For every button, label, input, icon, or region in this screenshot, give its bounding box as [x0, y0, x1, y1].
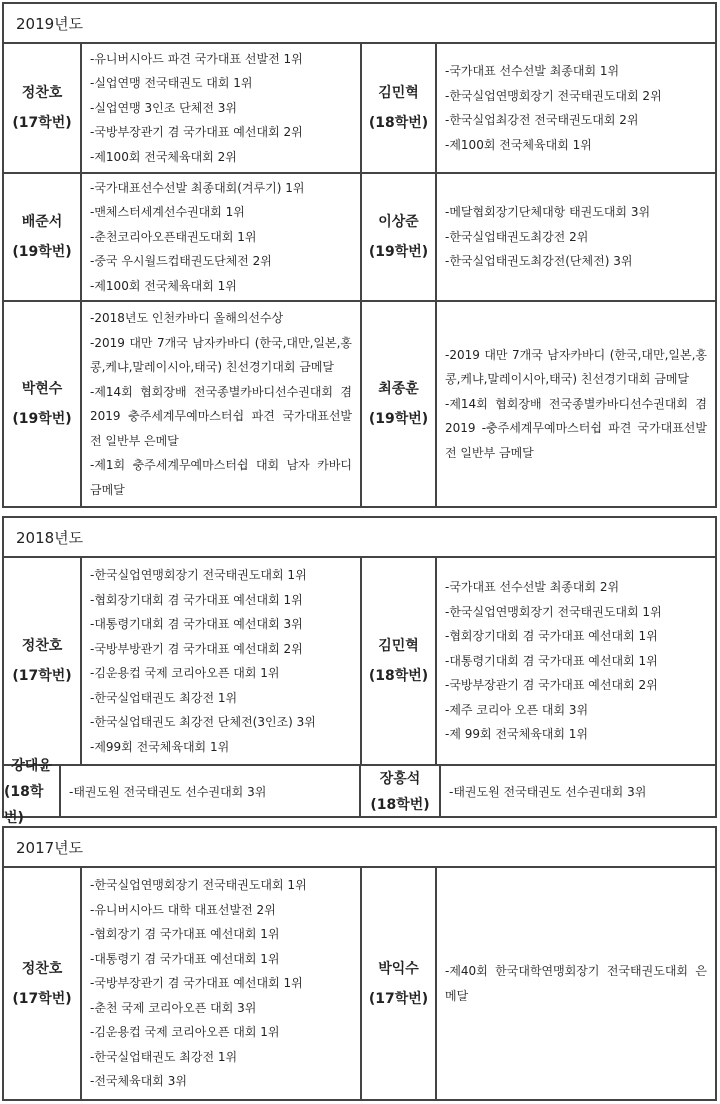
- achievement-item: -한국실업연맹회장기 전국태권도대회 1위: [90, 568, 307, 582]
- achievement-item: -전국체육대회 3위: [90, 1074, 187, 1089]
- achievement-item: -제주 코리아 오픈 대회 3위: [445, 702, 589, 717]
- athlete-name-cell: [4, 758, 61, 826]
- achievement-item: -유니버시아드 파견 국가대표 선발전 1위: [90, 51, 303, 66]
- athlete-name-cell: [4, 302, 82, 506]
- achievement-row: [4, 44, 715, 174]
- achievement-item: -제14회 협회장배 전국종별카바디선수권대회 겸 2019 -충주세계무예마스터쉽 파견 국가대표선발전 일반부 금메달: [445, 396, 707, 460]
- athlete-class-year: (18학번): [368, 115, 429, 131]
- achievement-item: -한국실업태권도 최강전 단체전(3인조) 3위: [90, 715, 316, 729]
- achievement-item: -협회장기대회 겸 국가대표 예선대회 1위: [90, 592, 303, 607]
- achievement-item: -국가대표선수선발 최종대회(겨루기) 1위: [90, 180, 305, 195]
- achievement-item: -한국실업연맹회장기 전국태권도대회 1위: [90, 878, 307, 893]
- athlete-name: 정찬호: [21, 960, 63, 977]
- achievement-item: -한국실업최강전 전국태권도대회 2위: [445, 113, 639, 127]
- athlete-name-cell: [4, 174, 82, 300]
- athlete-name-cell: [362, 302, 437, 506]
- athlete-name-cell: [4, 558, 82, 764]
- section-2019: [2, 2, 717, 508]
- achievement-list: [441, 766, 715, 818]
- achievement-item: -실업연맹 전국태권도 대회 1위: [90, 76, 253, 91]
- athlete-name: 박익수: [378, 960, 419, 977]
- achievement-item: -춘천코리아오픈태권도대회 1위: [90, 229, 257, 244]
- achievement-row: [4, 758, 715, 826]
- athlete-class-year: (19학번): [368, 411, 429, 427]
- athlete-name: 이상준: [378, 214, 419, 230]
- achievement-list: [437, 868, 715, 1099]
- achievement-item: -제14회 협회장배 전국종별카바디선수권대회 겸 2019 충주세계무예마스터쉽 파견 국가대표선발전 일반부 은메달: [90, 384, 352, 448]
- athlete-name-cell: [362, 558, 437, 764]
- achievement-item: -국가대표 선수선발 최종대회 1위: [445, 64, 620, 78]
- athlete-class-year: (19학번): [368, 244, 429, 260]
- achievement-item: -대통령기 겸 국가대표 예선대회 1위: [90, 951, 280, 966]
- achievement-item: -김운용컵 국제 코리아오픈 대회 1위: [90, 1025, 280, 1040]
- achievement-item: -대통령기대회 겸 국가대표 예선대회 3위: [90, 617, 303, 631]
- athlete-class-year: (18학번): [4, 784, 44, 826]
- achievement-item: -제 99회 전국체육대회 1위: [445, 727, 589, 742]
- achievement-item: -태권도원 전국태권도 선수권대회 3위: [449, 784, 647, 799]
- achievement-item: -제1회 충주세계무예마스터쉽 대회 남자 카바디 금메달: [90, 458, 352, 497]
- achievement-item: -제100회 전국체육대회 1위: [90, 278, 237, 293]
- achievement-item: -제100회 전국체육대회 1위: [445, 137, 592, 152]
- athlete-name: 박현수: [21, 381, 63, 397]
- athlete-name: 정찬호: [21, 638, 63, 654]
- athlete-name: 배준서: [21, 214, 63, 230]
- achievement-item: -실업연맹 3인조 단체전 3위: [90, 100, 237, 115]
- athlete-class-year: (18학번): [368, 668, 429, 684]
- section-year-title: 2018년도: [4, 518, 715, 558]
- achievement-list: [437, 44, 715, 172]
- achievement-list: [437, 558, 715, 764]
- achievement-item: -국방부장관기 겸 국가대표 예선대회 2위: [90, 125, 303, 140]
- athlete-name-cell: [361, 766, 441, 818]
- athlete-name: 최종훈: [378, 381, 419, 397]
- achievement-item: -한국실업태권도 최강전 1위: [90, 1049, 238, 1064]
- achievement-item: -한국실업태권도최강전(단체전) 3위: [445, 254, 633, 269]
- achievement-item: -김운용컵 국제 코리아오픈 대회 1위: [90, 666, 280, 680]
- athlete-name: 장홍석: [379, 771, 421, 787]
- achievement-list: [82, 558, 362, 764]
- achievement-item: -제99회 전국체육대회 1위: [90, 739, 230, 754]
- section-2017: [2, 826, 717, 1101]
- achievement-list: [437, 302, 715, 506]
- achievement-item: -국방부장관기 겸 국가대표 예선대회 2위: [445, 678, 658, 693]
- achievement-item: -제100회 전국체육대회 2위: [90, 149, 237, 164]
- achievement-row: [4, 174, 715, 302]
- achievement-list: [82, 174, 362, 300]
- achievement-item: -협회장기대회 겸 국가대표 예선대회 1위: [445, 629, 658, 644]
- section-2018: [2, 516, 717, 826]
- achievement-item: -국방부장관기 겸 국가대표 예선대회 1위: [90, 976, 303, 991]
- athlete-class-year: (19학번): [12, 411, 72, 427]
- achievement-item: -한국실업태권도최강전 2위: [445, 229, 589, 244]
- achievement-item: -국방부방관기 겸 국가대표 예선대회 2위: [90, 641, 303, 656]
- achievement-list: [437, 174, 715, 300]
- athlete-name-cell: [362, 174, 437, 300]
- achievement-item: -한국실업연맹회장기 전국태권도대회 2위: [445, 88, 662, 103]
- athlete-class-year: (17학번): [12, 990, 72, 1007]
- athlete-name: 김민혁: [378, 85, 419, 101]
- achievement-item: -2019 대만 7개국 남자카바디 (한국,대만,일본,홍콩,케냐,말레이시아,태국) 친선경기대회 금메달: [90, 335, 352, 374]
- achievement-item: -제40회 한국대학연맹회장기 전국태권도대회 은메달: [445, 964, 707, 1003]
- achievement-item: -2018년도 인천카바디 올해의선수상: [90, 311, 284, 325]
- section-year-title: 2019년도: [4, 4, 715, 44]
- athlete-class-year: (17학번): [368, 990, 429, 1007]
- achievement-item: -한국실업연맹회장기 전국태권도대회 1위: [445, 604, 662, 619]
- achievement-item: -메달협회장기단체대항 태권도대회 3위: [445, 205, 651, 220]
- athlete-name-cell: [4, 44, 82, 172]
- achievement-row: [4, 558, 715, 766]
- athlete-name: 김민혁: [378, 638, 419, 654]
- achievement-item: -중국 우시월드컵태권도단체전 2위: [90, 254, 272, 269]
- section-year-title: 2017년도: [4, 828, 715, 868]
- athlete-name: 강대윤: [11, 758, 52, 774]
- achievement-item: -태권도원 전국태권도 선수권대회 3위: [69, 784, 267, 799]
- achievement-list: [82, 868, 362, 1099]
- achievement-item: -춘천 국제 코리아오픈 대회 3위: [90, 1000, 257, 1015]
- achievement-row: [4, 302, 715, 506]
- athlete-name: 정찬호: [21, 85, 63, 101]
- athlete-name-cell: [4, 868, 82, 1099]
- achievement-list: [82, 302, 362, 506]
- achievement-item: -협회장기 겸 국가대표 예선대회 1위: [90, 927, 280, 942]
- athlete-class-year: (17학번): [12, 115, 72, 131]
- achievement-item: -유니버시아드 대학 대표선발전 2위: [90, 902, 276, 917]
- achievement-item: -대통령기대회 겸 국가대표 예선대회 1위: [445, 653, 658, 668]
- athlete-class-year: (18학번): [370, 797, 430, 813]
- achievement-list: [82, 44, 362, 172]
- athlete-class-year: (19학번): [12, 244, 72, 260]
- achievement-item: -한국실업태권도 최강전 1위: [90, 690, 238, 705]
- achievement-item: -2019 대만 7개국 남자카바디 (한국,대만,일본,홍콩,케냐,말레이시아,태국) 친선경기대회 금메달: [445, 347, 707, 387]
- achievement-item: -맨체스터세계선수권대회 1위: [90, 205, 245, 220]
- achievement-list: [61, 766, 361, 818]
- achievement-item: -국가대표 선수선발 최종대회 2위: [445, 580, 620, 595]
- athlete-name-cell: [362, 44, 437, 172]
- athlete-class-year: (17학번): [12, 668, 72, 684]
- athlete-name-cell: [362, 868, 437, 1099]
- achievement-row: [4, 868, 715, 1099]
